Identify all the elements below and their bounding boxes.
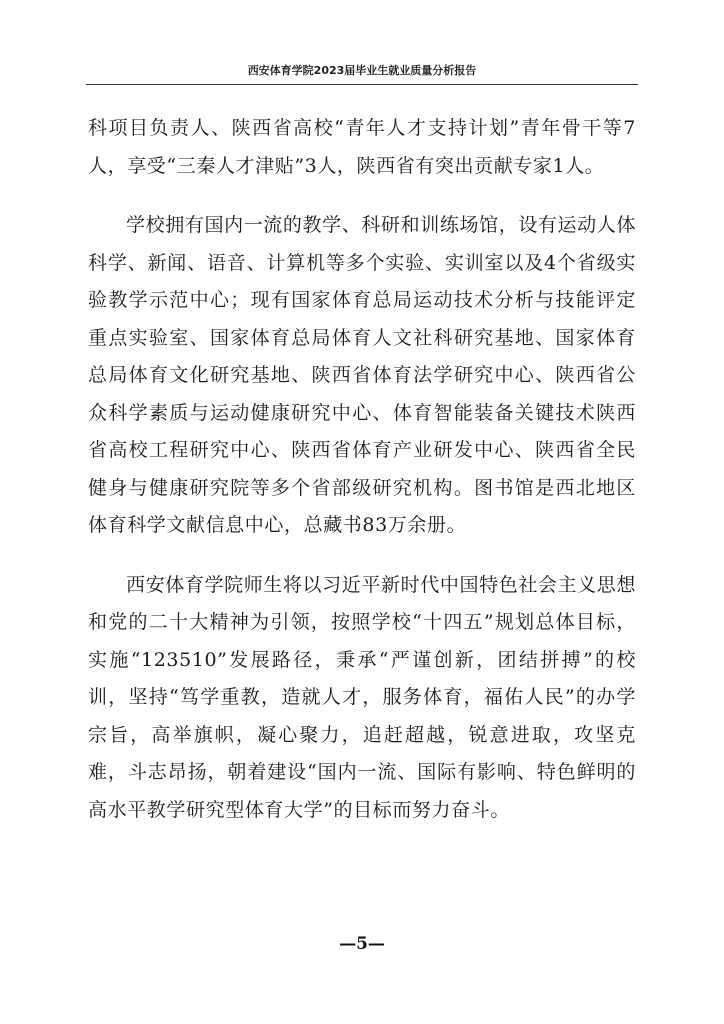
paragraph-continued: 科项目负责人、陕西省高校“青年人才支持计划”青年骨干等7人，享受“三秦人才津贴”3人，陕西省有突出贡献专家1人。 (88, 117, 636, 177)
header-title: 西安体育学院2023届毕业生就业质量分析报告 (247, 64, 477, 77)
page-header (86, 58, 638, 85)
document-body (88, 110, 636, 851)
page-number: —5— (339, 934, 385, 954)
paragraph-facilities: 学校拥有国内一流的教学、科研和训练场馆，设有运动人体科学、新闻、语音、计算机等多个实验、实训室以及4个省级实验教学示范中心；现有国家体育总局运动技术分析与技能评定重点实验室、国家体育总局体育人文社科研究基地、国家体育总局体育文化研究基地、陕西省体育法学研究中心、陕西省公众科学素质与运动健康研究中心、体育智能装备关键技术陕西省高校工程研究中心、陕西省体育产业研发中心、陕西省全民健身与健康研究院等多个省部级研究机构。图书馆是西北地区体育科学文献信息中心，总藏书83万余册。 (88, 214, 636, 536)
paragraph-mission: 西安体育学院师生将以习近平新时代中国特色社会主义思想和党的二十大精神为引领，按照学校“十四五”规划总体目标，实施“123510”发展路径，秉承“严谨创新，团结拼搏”的校训，坚持“笃学重教，造就人才，服务体育，福佑人民”的办学宗旨，高举旗帜，凝心聚力，追赶超越，锐意进取，攻坚克难，斗志昂扬，朝着建设“国内一流、国际有影响、特色鲜明的高水平教学研究型体育大学”的目标而努力奋斗。 (88, 573, 636, 821)
page-footer (0, 934, 724, 954)
